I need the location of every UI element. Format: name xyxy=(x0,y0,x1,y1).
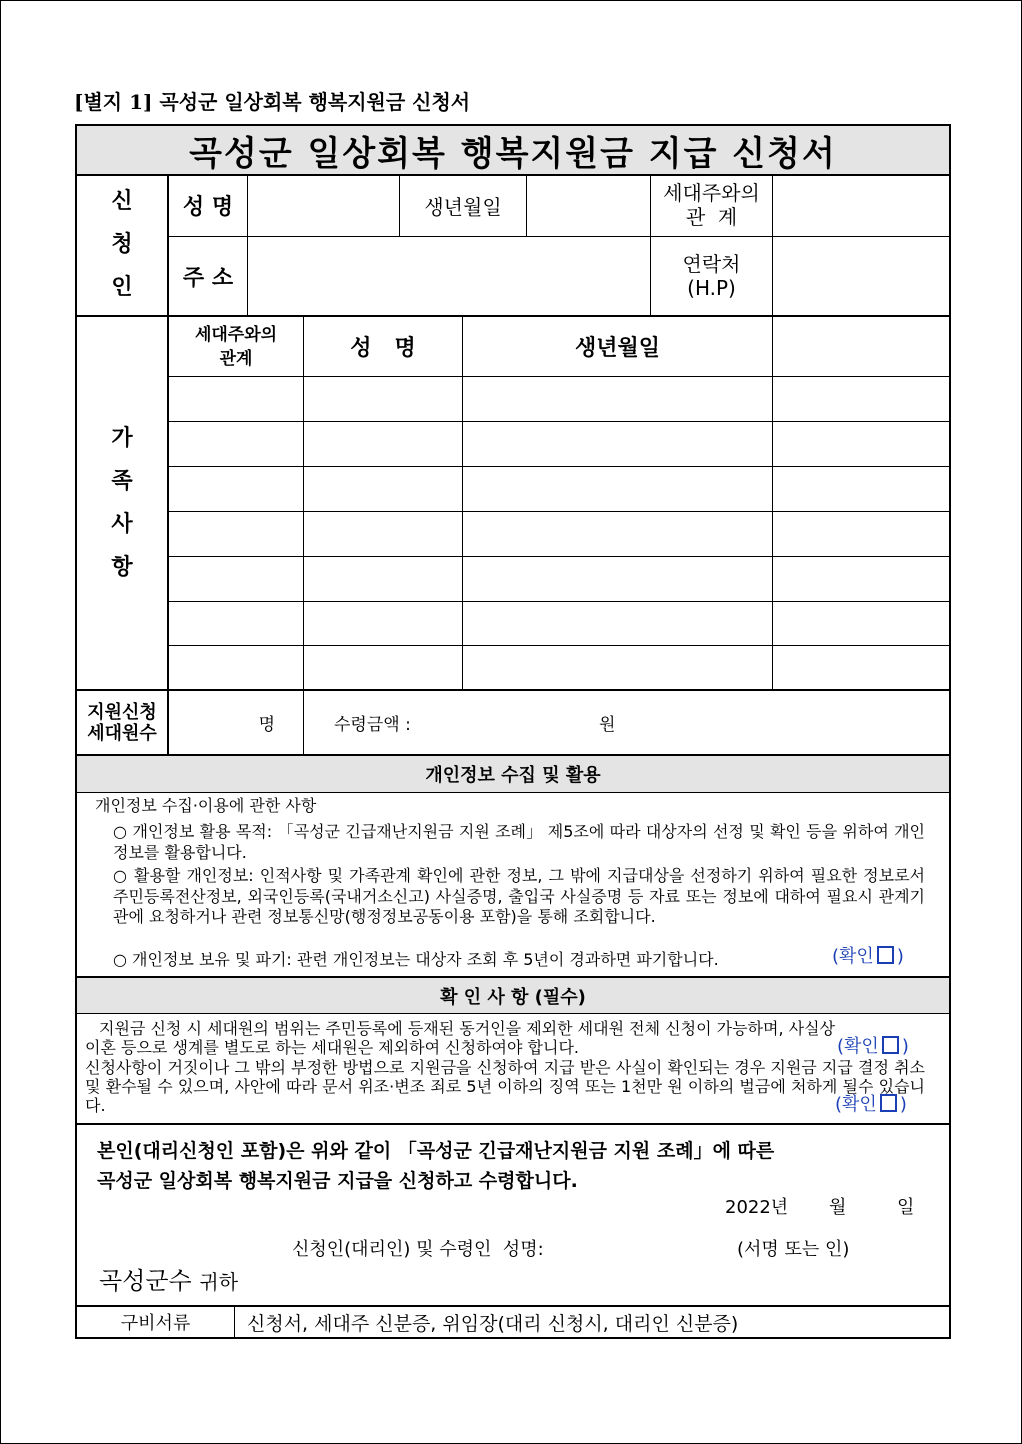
form-title: 곡성군 일상회복 행복지원금 지급 신청서 xyxy=(189,133,837,174)
confirm-paragraph-1: 지원금 신청 시 세대원의 범위는 주민등록에 등재된 동거인을 제외한 세대원 전체 신청이 가능하며, 사실상 이혼 등으로 생계를 별도로 하는 세대원은 제외하여 신청하여야 합니다. xyxy=(85,1019,835,1057)
family-birth-header: 생년월일 xyxy=(574,336,660,361)
confirm-check-2 xyxy=(835,1094,907,1116)
privacy-item: ○ 활용할 개인정보: 인적사항 및 가족관계 확인에 관한 정보, 그 밖에 지급대상을 선정하기 위하여 필요한 정보로서 주민등록전산정보, 외국인등록(국내거소신고) 사실증명, 출입국 사실증명 등 자료 또는 정보에 대하여 필요시 관계기관에 요청하거나 관련 정보통신망(행정정보공동이용 포함)을 통해 조회합니다. xyxy=(113,866,925,926)
recipient-name: 곡성군수 xyxy=(99,1267,192,1295)
privacy-confirm xyxy=(832,946,904,968)
family-cell[interactable] xyxy=(463,422,772,466)
signer-label: 신청인(대리인) 및 수령인 성명: xyxy=(292,1239,544,1260)
privacy-header: 개인정보 수집 및 활용 xyxy=(425,765,601,786)
family-cell[interactable] xyxy=(304,377,462,421)
relation-label xyxy=(651,174,772,236)
applicant-relation-field[interactable] xyxy=(773,174,949,236)
applicant-section-char: 인 xyxy=(111,275,133,300)
address-label: 주 소 xyxy=(182,265,234,291)
family-cell[interactable] xyxy=(773,512,949,556)
family-relation-header-line: 세대주와의 xyxy=(194,324,278,345)
support-label-line: 세대원수 xyxy=(87,722,157,744)
family-cell[interactable] xyxy=(773,557,949,601)
confirm-close: ) xyxy=(901,1036,909,1057)
sign-hint: (서명 또는 인) xyxy=(737,1239,850,1260)
support-count-field[interactable] xyxy=(169,691,303,754)
family-cell[interactable] xyxy=(463,557,772,601)
confirm-label: (확인 xyxy=(835,1094,877,1115)
applicant-birth-field[interactable] xyxy=(527,174,650,236)
family-cell[interactable] xyxy=(304,557,462,601)
family-section-char: 족 xyxy=(111,469,133,494)
family-cell[interactable] xyxy=(169,646,303,689)
privacy-item: ○ 개인정보 활용 목적: 「곡성군 긴급재난지원금 지원 조례」 제5조에 따라 대상자의 선정 및 확인 등을 위하여 개인정보를 활용합니다. xyxy=(113,822,925,862)
confirm-header: 확 인 사 항 (필수) xyxy=(440,986,586,1008)
family-cell[interactable] xyxy=(169,557,303,601)
family-relation-header xyxy=(169,317,303,376)
applicant-name-field[interactable] xyxy=(248,174,399,236)
family-cell[interactable] xyxy=(169,602,303,645)
contact-label-line: (H.P) xyxy=(687,276,736,300)
family-cell[interactable] xyxy=(463,646,772,689)
family-cell[interactable] xyxy=(169,422,303,466)
applicant-section-char: 신 xyxy=(111,189,133,214)
confirm-check-1 xyxy=(837,1036,909,1058)
support-label-line: 지원신청 xyxy=(87,701,157,723)
family-cell[interactable] xyxy=(304,602,462,645)
form-id-label: [별지 1] 곡성군 일상회복 행복지원금 신청서 xyxy=(74,90,471,114)
birth-label: 생년월일 xyxy=(424,194,502,219)
family-cell[interactable] xyxy=(773,646,949,689)
family-cell[interactable] xyxy=(463,377,772,421)
date-day: 일 xyxy=(897,1197,915,1218)
family-cell[interactable] xyxy=(304,467,462,511)
family-extra-header xyxy=(773,317,949,376)
applicant-section-label xyxy=(77,174,167,315)
confirm-label: (확인 xyxy=(837,1036,879,1057)
date-year: 2022년 xyxy=(725,1197,789,1218)
documents-value: 신청서, 세대주 신분증, 위임장(대리 신청시, 대리인 신분증) xyxy=(247,1312,739,1335)
family-section-char: 항 xyxy=(111,555,133,580)
name-label: 성 명 xyxy=(182,194,234,220)
family-cell[interactable] xyxy=(773,422,949,466)
confirm-label: (확인 xyxy=(832,946,874,967)
family-cell[interactable] xyxy=(169,512,303,556)
documents-label: 구비서류 xyxy=(120,1313,191,1334)
family-cell[interactable] xyxy=(773,377,949,421)
relation-label-line: 세대주와의 xyxy=(663,181,760,205)
applicant-address-field[interactable] xyxy=(248,237,650,315)
family-relation-header-line: 관계 xyxy=(219,348,253,369)
family-cell[interactable] xyxy=(463,467,772,511)
count-unit: 명 xyxy=(258,715,275,735)
amount-label: 수령금액 : xyxy=(334,715,411,735)
family-cell[interactable] xyxy=(304,646,462,689)
relation-label-line: 관 계 xyxy=(685,205,738,229)
confirm-close: ) xyxy=(896,946,904,967)
privacy-confirm-checkbox[interactable] xyxy=(877,946,894,964)
privacy-intro: 개인정보 수집·이용에 관한 사항 xyxy=(95,796,317,815)
applicant-contact-field[interactable] xyxy=(773,237,949,315)
date-month: 월 xyxy=(829,1197,847,1218)
recipient xyxy=(99,1266,238,1297)
confirm-paragraph-2: 신청사항이 거짓이나 그 밖의 부정한 방법으로 지원금을 신청하여 지급 받은 사실이 확인되는 경우 지원금 지급 결정 취소 및 환수될 수 있으며, 사안에 따라 문서 위조·변조 죄로 5년 이하의 징역 또는 1천만 원 이하의 벌금에 처하게 될수 있습니다. xyxy=(85,1058,925,1115)
declaration-line-1: 본인(대리신청인 포함)은 위와 같이 「곡성군 긴급재난지원금 지원 조례」에 따른 xyxy=(97,1140,775,1162)
family-cell[interactable] xyxy=(304,422,462,466)
family-section-char: 사 xyxy=(111,512,133,537)
family-cell[interactable] xyxy=(463,512,772,556)
amount-unit: 원 xyxy=(599,715,616,735)
family-section-char: 가 xyxy=(111,426,133,451)
applicant-section-char: 청 xyxy=(111,232,133,257)
family-section-label xyxy=(77,317,167,689)
support-label xyxy=(77,691,167,754)
privacy-item: ○ 개인정보 보유 및 파기: 관련 개인정보는 대상자 조회 후 5년이 경과하면 파기합니다. xyxy=(113,950,719,969)
declaration-line-2: 곡성군 일상회복 행복지원금 지급을 신청하고 수령합니다. xyxy=(97,1170,578,1192)
confirm-checkbox-1[interactable] xyxy=(882,1036,899,1054)
family-cell[interactable] xyxy=(773,602,949,645)
contact-label-line: 연락처 xyxy=(682,252,741,276)
family-cell[interactable] xyxy=(169,377,303,421)
family-cell[interactable] xyxy=(773,467,949,511)
amount-field[interactable] xyxy=(304,691,949,754)
confirm-close: ) xyxy=(899,1094,907,1115)
family-cell[interactable] xyxy=(304,512,462,556)
contact-label xyxy=(651,237,772,315)
application-form xyxy=(75,124,951,1339)
recipient-suffix: 귀하 xyxy=(199,1270,239,1294)
family-name-header: 성 명 xyxy=(350,336,416,361)
family-cell[interactable] xyxy=(463,602,772,645)
confirm-checkbox-2[interactable] xyxy=(880,1094,897,1112)
family-cell[interactable] xyxy=(169,467,303,511)
